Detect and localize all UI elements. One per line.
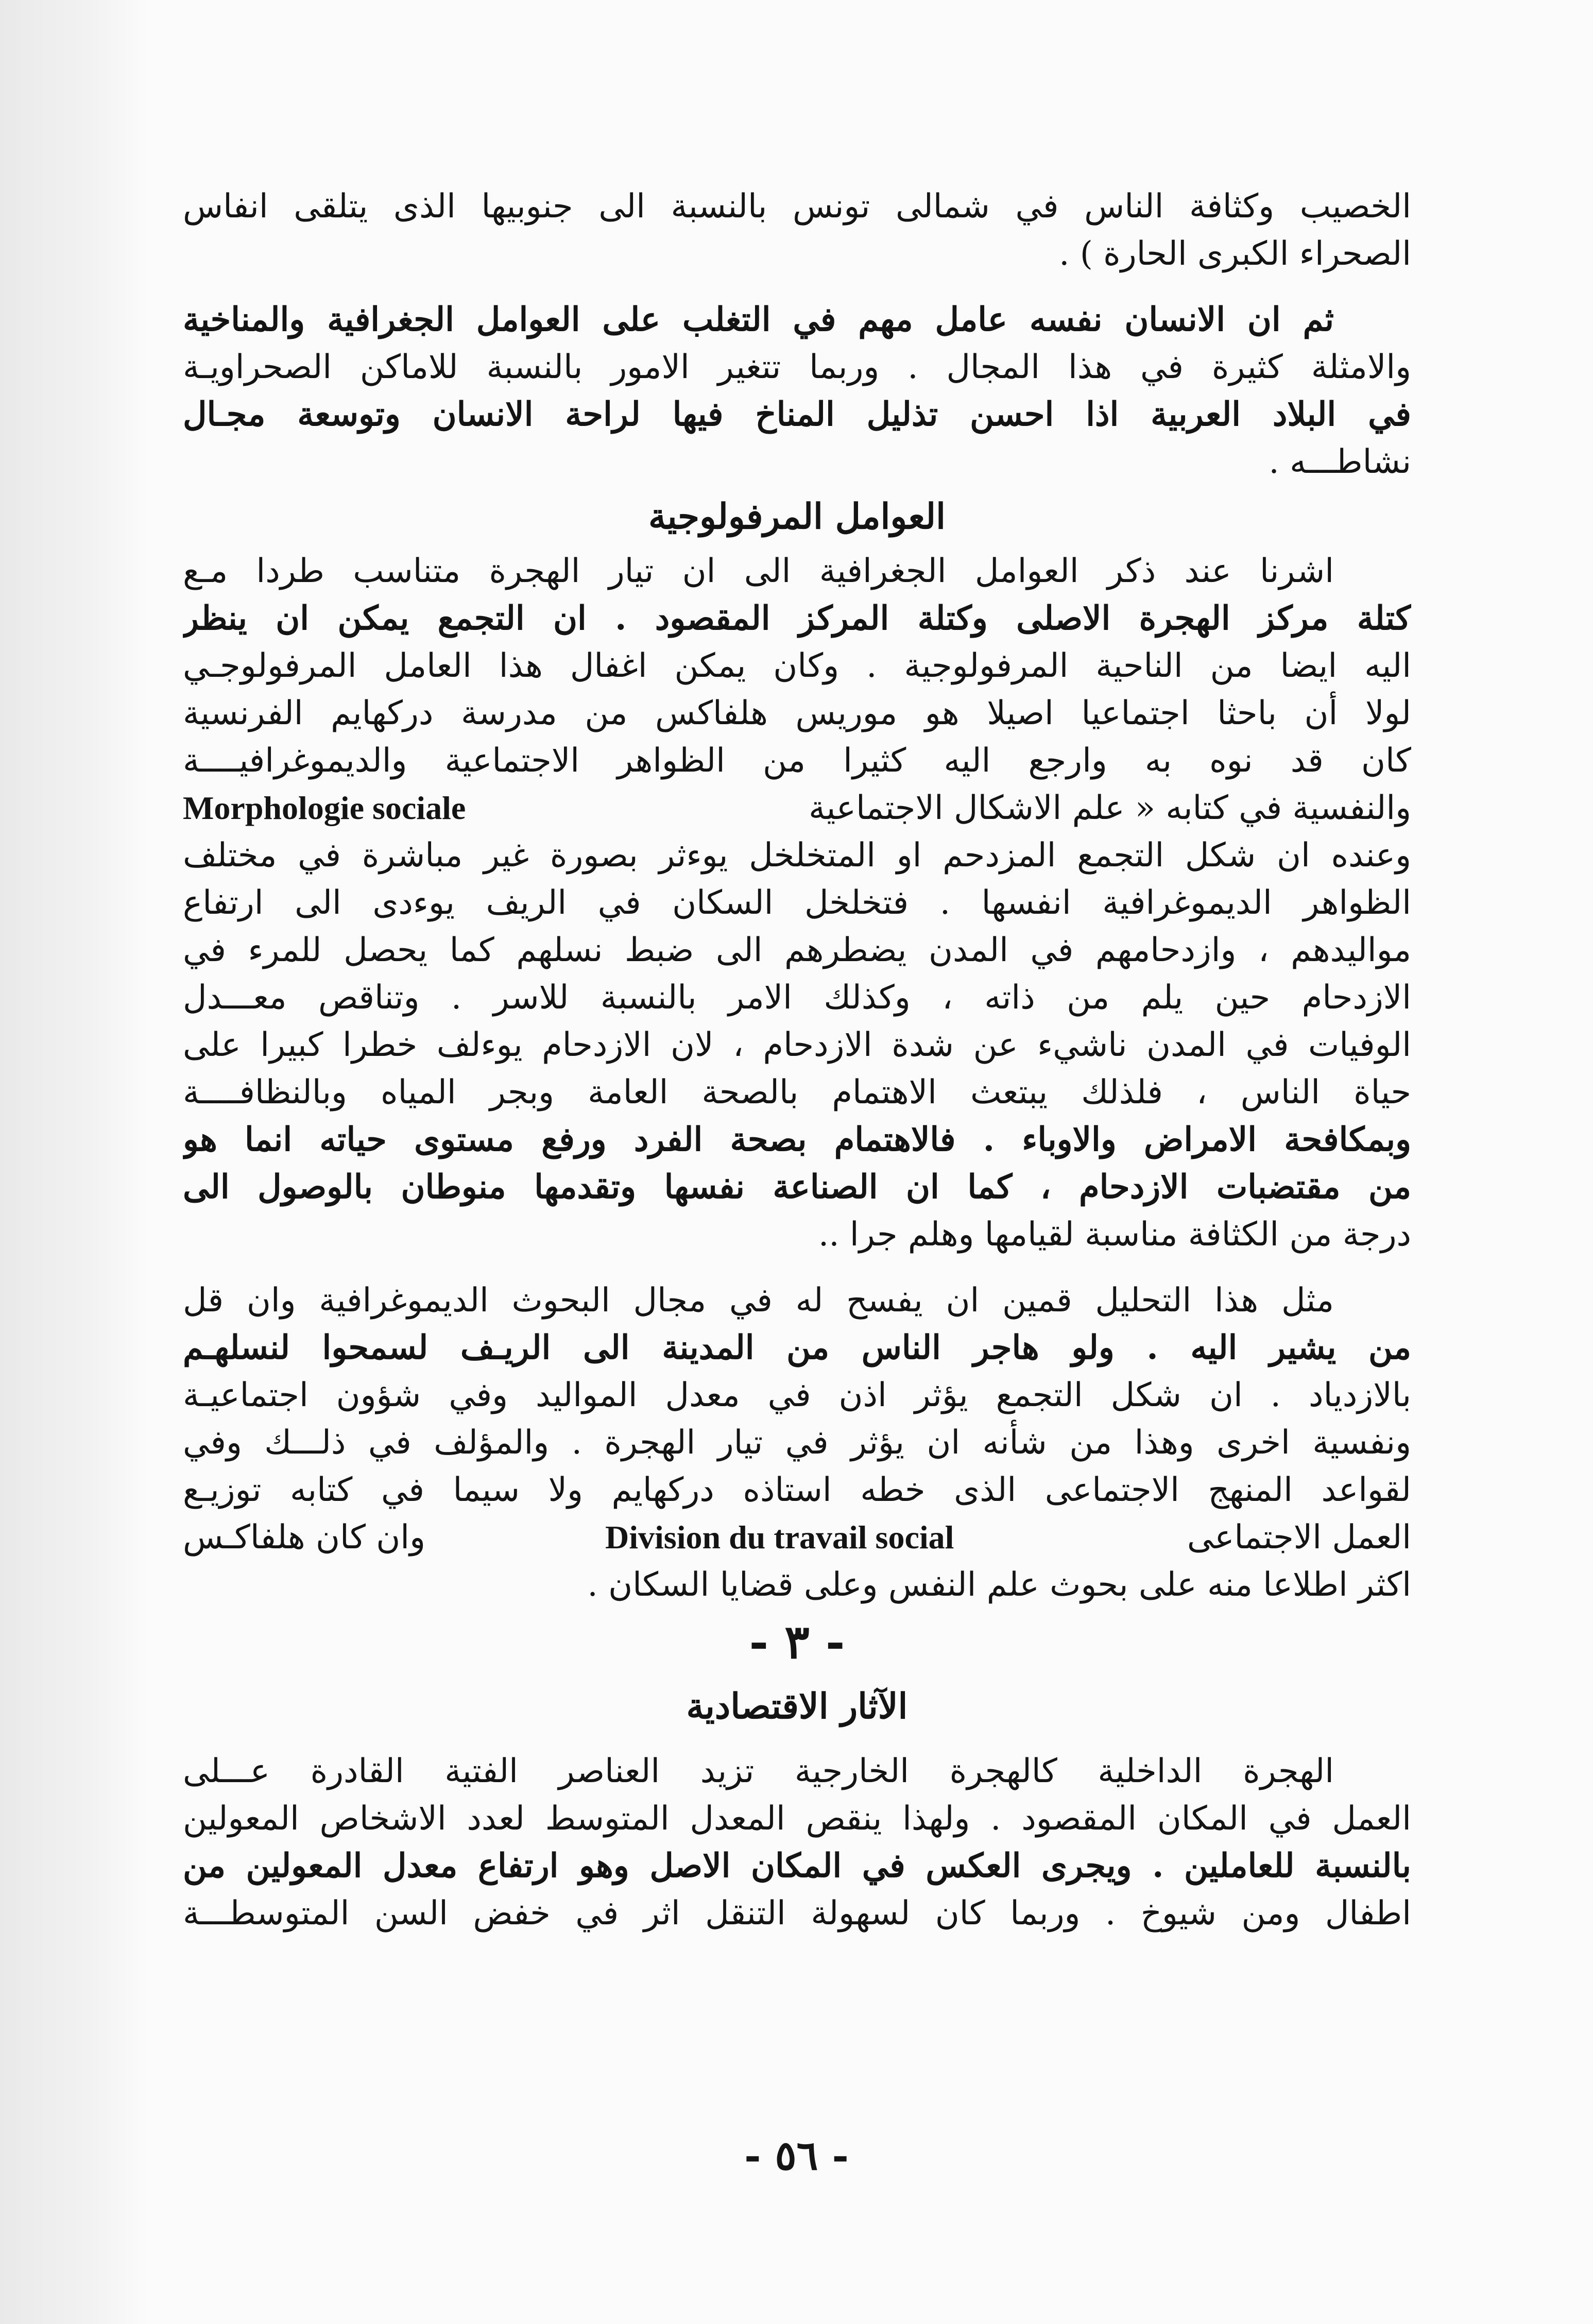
- text-line: من يشير اليه . ولو هاجر الناس من المدينة الى الريـف لسمحوا لنسلهـم: [183, 1328, 1411, 1367]
- scan-edge-shadow: [0, 0, 149, 2324]
- text-line: بالازدياد . ان شكل التجمع يؤثر اذن في معدل المواليد وفي شؤون اجتماعيـة: [183, 1376, 1411, 1414]
- text-line: ثم ان الانسان نفسه عامل مهم في التغلب على العوامل الجغرافية والمناخية: [183, 300, 1334, 339]
- text-line: مثل هذا التحليل قمين ان يفسح له في مجال البحوث الديموغرافية وان قل: [183, 1281, 1334, 1320]
- text-line: لقواعد المنهج الاجتماعى الذى خطه استاذه دركهايم ولا سيما في كتابه توزيـع: [183, 1471, 1411, 1509]
- text-line: درجة من الكثافة مناسبة لقيامها وهلم جرا ..: [818, 1216, 1411, 1254]
- text-line: كان قد نوه به وارجع اليه كثيرا من الظواهر الاجتماعية والديموغرافيــــة: [183, 742, 1411, 780]
- heading-economic-effects: الآثار الاقتصادية: [686, 1686, 908, 1727]
- text-line: العمل في المكان المقصود . ولهذا ينقص المعدل المتوسط لعدد الاشخاص المعولين: [183, 1800, 1411, 1838]
- text-line-with-latin: [183, 1514, 1411, 1561]
- latin-term: Division du travail social: [605, 1519, 954, 1556]
- text-line: نشاطـــه .: [1269, 443, 1411, 481]
- text-line: اكثر اطلاعا منه على بحوث علم النفس وعلى قضايا السكان .: [587, 1566, 1411, 1604]
- text-line: والامثلة كثيرة في هذا المجال . وربما تتغير الامور بالنسبة للاماكن الصحراويـة: [183, 348, 1411, 386]
- page-number: - ٥٦ -: [744, 2132, 849, 2179]
- section-number: - ٣ -: [749, 1615, 845, 1669]
- paragraph-analysis: [183, 1277, 1411, 1609]
- text-line: اطفال ومن شيوخ . وربما كان لسهولة التنقل اثر في خفض السن المتوسطـــة: [183, 1894, 1411, 1933]
- text-line: الهجرة الداخلية كالهجرة الخارجية تزيد العناصر الفتية القادرة عـــلى: [183, 1752, 1334, 1790]
- text-line: الصحراء الكبرى الحارة ) .: [1059, 235, 1411, 273]
- text-line: كتلة مركز الهجرة الاصلى وكتلة المركز المقصود . ان التجمع يمكن ان ينظر: [183, 599, 1411, 638]
- text-line-with-latin: [183, 784, 1411, 832]
- text-line: اشرنا عند ذكر العوامل الجغرافية الى ان تيار الهجرة متناسب طردا مـع: [183, 552, 1334, 590]
- text-line: بالنسبة للعاملين . ويجرى العكس في المكان الاصل وهو ارتفاع معدل المعولين من: [183, 1847, 1411, 1885]
- text-line: مواليدهم ، وازدحامهم في المدن يضطرهم الى ضبط نسلهم كما يحصل للمرء في: [183, 931, 1411, 969]
- text-line: وبمكافحة الامراض والاوباء . فالاهتمام بصحة الفرد ورفع مستوى حياته انما هو: [183, 1120, 1411, 1159]
- text-line: الوفيات في المدن ناشيء عن شدة الازدحام ، لان الازدحام يوءلف خطرا كبيرا على: [183, 1026, 1411, 1064]
- text-line: الازدحام حين يلم من ذاته ، وكذلك الامر بالنسبة للاسر . وتناقص معـــدل: [183, 979, 1411, 1017]
- paragraph-climate: [183, 183, 1411, 278]
- text-line: في البلاد العربية اذا احسن تذليل المناخ فيها لراحة الانسان وتوسعة مجـال: [183, 395, 1411, 434]
- text-line: وعنده ان شكل التجمع المزدحم او المتخلخل يوءثر بصورة غير مباشرة في مختلف: [183, 836, 1411, 875]
- paragraph-human-factor: [183, 296, 1411, 486]
- text-line: حياة الناس ، فلذلك يبتعث الاهتمام بالصحة العامة وبجر المياه وبالنظافــــة: [183, 1073, 1411, 1112]
- text-line: الخصيب وكثافة الناس في شمالى تونس بالنسبة الى جنوبيها الذى يتلقى انفاس: [183, 187, 1411, 226]
- paragraph-morphology: [183, 548, 1411, 1258]
- text-segment: وان كان هلفاكـس: [183, 1518, 425, 1557]
- text-segment: والنفسية في كتابه « علم الاشكال الاجتماعية: [809, 789, 1411, 827]
- text-line: ونفسية اخرى وهذا من شأنه ان يؤثر في تيار الهجرة . والمؤلف في ذلـــك وفي: [183, 1424, 1411, 1462]
- latin-term: Morphologie sociale: [183, 790, 466, 826]
- paragraph-economic: [183, 1748, 1411, 1937]
- text-segment: العمل الاجتماعى: [1187, 1518, 1411, 1557]
- text-column: [183, 183, 1411, 1937]
- text-line: الظواهر الديموغرافية انفسها . فتخلخل السكان في الريف يوءدى الى ارتفاع: [183, 884, 1411, 922]
- text-line: اليه ايضا من الناحية المرفولوجية . وكان يمكن اغفال هذا العامل المرفولوجـي: [183, 647, 1411, 685]
- heading-morphological-factors: العوامل المرفولوجية: [648, 496, 946, 537]
- text-line: من مقتضبات الازدحام ، كما ان الصناعة نفسها وتقدمها منوطان بالوصول الى: [183, 1168, 1411, 1206]
- text-line: لولا أن باحثا اجتماعيا اصيلا هو موريس هلفاكس من مدرسة دركهايم الفرنسية: [183, 694, 1411, 732]
